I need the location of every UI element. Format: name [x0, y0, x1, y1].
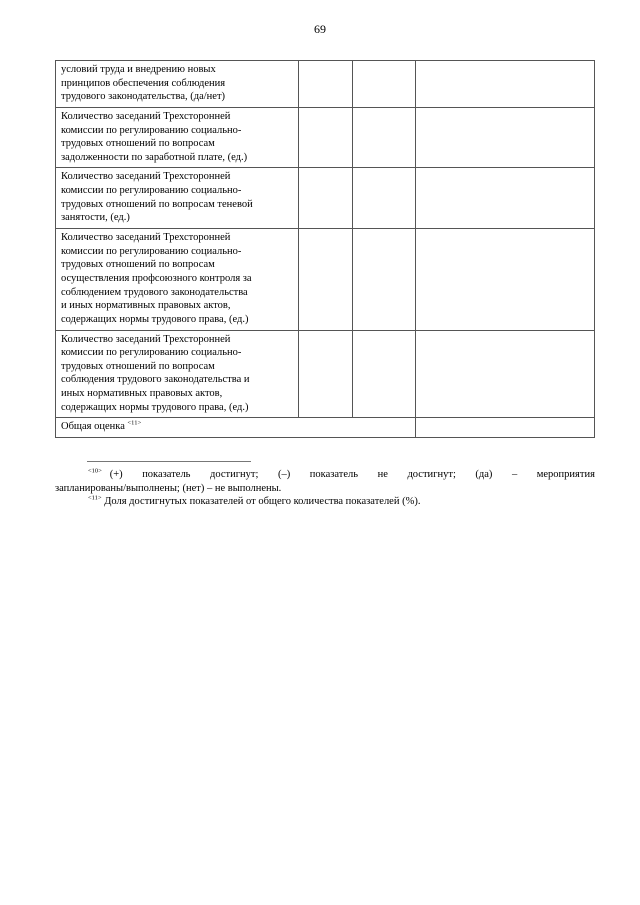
footnote-10-line-1 — [55, 468, 595, 482]
row-label — [56, 107, 299, 168]
fn10-word: не — [377, 469, 388, 480]
value-cell — [299, 107, 353, 168]
label-line: Количество заседаний Трехсторонней — [61, 333, 231, 345]
label-line: соблюдения трудового законодательства и — [61, 374, 250, 386]
value-cell — [416, 61, 595, 108]
footnotes — [55, 468, 595, 509]
table-row — [56, 330, 595, 418]
row-label — [56, 61, 299, 108]
total-label-cell — [56, 418, 416, 438]
footnote-separator — [87, 461, 251, 462]
fn10-word: показатель — [309, 469, 359, 480]
label-line: трудового законодательства, (да/нет) — [61, 91, 226, 103]
table-row — [56, 107, 595, 168]
value-cell — [353, 61, 416, 108]
label-line: содержащих нормы трудового права, (ед.) — [61, 313, 249, 325]
footnote-11-text: Доля достигнутых показателей от общего количества показателей (%). — [104, 496, 421, 508]
row-label — [56, 168, 299, 229]
value-cell — [299, 168, 353, 229]
label-line: Количество заседаний Трехсторонней — [61, 171, 231, 183]
value-cell — [353, 330, 416, 418]
label-line: трудовых отношений по вопросам теневой — [61, 198, 253, 210]
footnote-marker-11: <11> — [88, 494, 102, 502]
label-line: принципов обеспечения соблюдения — [61, 77, 226, 89]
fn10-word: (–) — [277, 469, 291, 480]
footnote-ref-11: <11> — [127, 419, 142, 427]
value-cell — [416, 330, 595, 418]
table-row — [56, 168, 595, 229]
total-value-cell — [416, 418, 595, 438]
fn10-word: мероприятия — [536, 469, 595, 480]
label-line: и иных нормативных правовых актов, — [61, 300, 231, 312]
label-line: соблюдением трудового законодательства — [61, 286, 248, 298]
value-cell — [299, 229, 353, 330]
fn10-word: достигнут; — [210, 469, 259, 480]
fn10-word: (+) — [109, 469, 123, 480]
value-cell — [416, 168, 595, 229]
label-line: трудовых отношений по вопросам — [61, 360, 215, 372]
label-line: содержащих нормы трудового права, (ед.) — [61, 401, 249, 413]
total-label: Общая оценка — [61, 421, 125, 433]
label-line: комиссии по регулированию социально- — [61, 347, 242, 359]
label-line: иных нормативных правовых актов, — [61, 388, 223, 400]
label-line: трудовых отношений по вопросам — [61, 138, 215, 150]
footnote-11 — [55, 495, 595, 509]
total-row — [56, 418, 595, 438]
fn10-word: показатель — [142, 469, 191, 480]
table-row — [56, 229, 595, 330]
value-cell — [299, 330, 353, 418]
label-line: занятости, (ед.) — [61, 212, 130, 224]
value-cell — [353, 168, 416, 229]
label-line: Количество заседаний Трехсторонней — [61, 232, 231, 244]
footnote-10-line-2: запланированы/выполнены; (нет) – не выполнены. — [55, 482, 282, 494]
row-label — [56, 330, 299, 418]
value-cell — [299, 61, 353, 108]
label-line: комиссии по регулированию социально- — [61, 245, 242, 257]
footnote-marker-10: <10> — [88, 467, 102, 475]
label-line: условий труда и внедрению новых — [61, 64, 216, 75]
footnote-10-start — [88, 468, 123, 482]
indicators-table — [55, 60, 595, 438]
label-line: комиссии по регулированию социально- — [61, 185, 242, 197]
value-cell — [353, 107, 416, 168]
table-row — [56, 61, 595, 108]
row-label — [56, 229, 299, 330]
label-line: осуществления профсоюзного контроля за — [61, 272, 252, 284]
label-line: Количество заседаний Трехсторонней — [61, 110, 231, 122]
page-number: 69 — [314, 22, 326, 36]
value-cell — [416, 229, 595, 330]
fn10-word: – — [511, 469, 518, 480]
label-line: комиссии по регулированию социально- — [61, 124, 242, 136]
fn10-word: достигнут; — [407, 469, 456, 480]
value-cell — [416, 107, 595, 168]
value-cell — [353, 229, 416, 330]
label-line: задолженности по заработной плате, (ед.) — [61, 151, 248, 163]
label-line: трудовых отношений по вопросам — [61, 259, 215, 271]
fn10-word: (да) — [475, 469, 493, 480]
